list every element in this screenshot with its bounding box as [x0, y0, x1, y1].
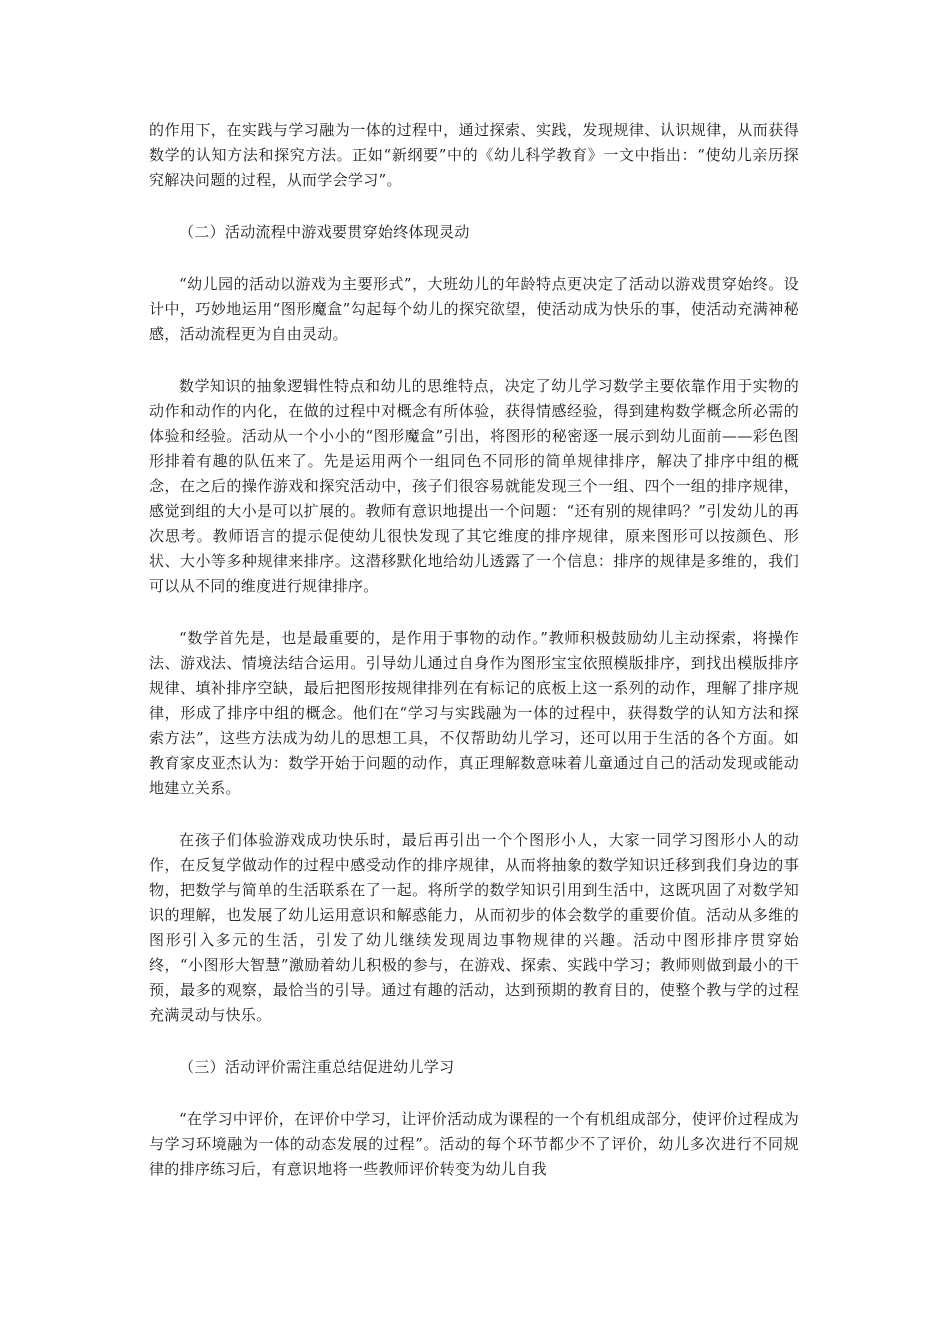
- section-heading-3: （三）活动评价需注重总结促进幼儿学习: [179, 1058, 455, 1076]
- paragraph-2: 数学知识的抽象逻辑性特点和幼儿的思维特点，决定了幼儿学习数学主要依靠作用于实物的动作和动作的内化，在做的过程中对概念有所体验，获得情感经验，得到建构数学概念所必需的体验和经验。活动从一个小小的“图形魔盒”引出，将图形的秘密逐一展示到幼儿面前——彩色图形排着有趣的队伍来了。先是运用两个一组同色不同形的简单规律排序，解决了排序中组的概念，在之后的操作游戏和探究活动中，孩子们很容易就能发现三个一组、四个一组的排序规律，感觉到组的大小是可以扩展的。教师有意识地提出一个问题：“还有别的规律吗？”引发幼儿的再次思考。教师语言的提示促使幼儿很快发现了其它维度的排序规律，原来图形可以按颜色、形状、大小等多种规律来排序。这潜移默化地给幼儿透露了一个信息：排序的规律是多维的，我们可以从不同的维度进行规律排序。: [149, 377, 799, 595]
- document-page: [149, 118, 799, 1182]
- paragraph-intro: 的作用下，在实践与学习融为一体的过程中，通过探索、实践，发现规律、认识规律，从而获得数学的认知方法和探究方法。正如“新纲要”中的《幼儿科学教育》一文中指出：“使幼儿亲历探究解决问题的过程，从而学会学习”。: [149, 121, 799, 189]
- paragraph-5: “在学习中评价，在评价中学习，让评价活动成为课程的一个有机组成部分，使评价过程成为与学习环境融为一体的动态发展的过程”。活动的每个环节都少不了评价，幼儿多次进行不同规律的排序练习后，有意识地将一些教师评价转变为幼儿自我: [149, 1110, 799, 1178]
- paragraph-4: 在孩子们体验游戏成功快乐时，最后再引出一个个图形小人，大家一同学习图形小人的动作，在反复学做动作的过程中感受动作的排序规律，从而将抽象的数学知识迁移到我们身边的事物，把数学与简单的生活联系在了一起。将所学的数学知识引用到生活中，这既巩固了对数学知识的理解，也发展了幼儿运用意识和解惑能力，从而初步的体会数学的重要价值。活动从多维的图形引入多元的生活，引发了幼儿继续发现周边事物规律的兴趣。活动中图形排序贯穿始终，“小图形大智慧”激励着幼儿积极的参与，在游戏、探索、实践中学习；教师则做到最小的干预，最多的观察，最恰当的引导。通过有趣的活动，达到预期的教育目的，使整个教与学的过程充满灵动与快乐。: [149, 831, 799, 1024]
- paragraph-3: “数学首先是，也是最重要的，是作用于事物的动作。”教师积极鼓励幼儿主动探索，将操作法、游戏法、情境法结合运用。引导幼儿通过自身作为图形宝宝依照模版排序，到找出模版排序规律、填补排序空缺，最后把图形按规律排列在有标记的底板上这一系列的动作，理解了排序规律，形成了排序中组的概念。他们在“学习与实践融为一体的过程中，获得数学的认知方法和探索方法”，这些方法成为幼儿的思想工具，不仅帮助幼儿学习，还可以用于生活的各个方面。如教育家皮亚杰认为：数学开始于问题的动作，真正理解数意味着儿童通过自己的活动发现或能动地建立关系。: [149, 629, 799, 797]
- paragraph-1: “幼儿园的活动以游戏为主要形式”，大班幼儿的年龄特点更决定了活动以游戏贯穿始终。设计中，巧妙地运用“图形魔盒”勾起每个幼儿的探究欲望，使活动成为快乐的事，使活动充满神秘感，活动流程更为自由灵动。: [149, 275, 799, 343]
- section-heading-2: （二）活动流程中游戏要贯穿始终体现灵动: [179, 223, 470, 241]
